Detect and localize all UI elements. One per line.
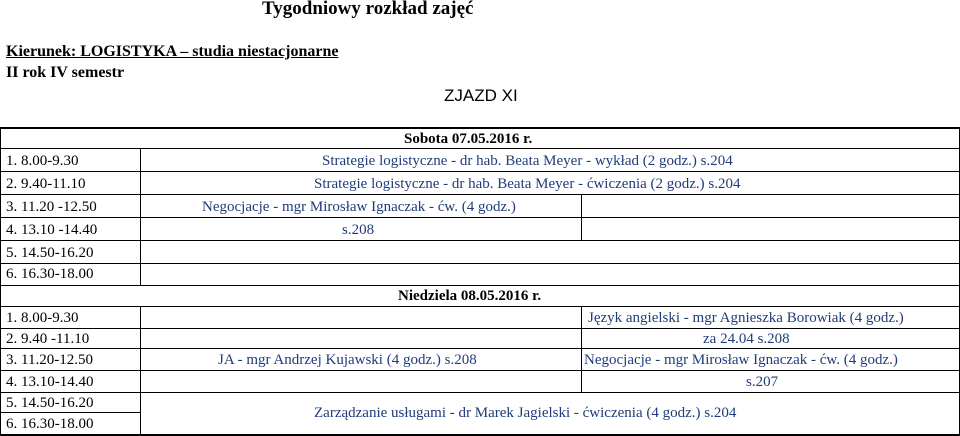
sat-slot-6: 6. 16.30-18.00 xyxy=(6,266,94,282)
sat-slot-3: 3. 11.20 -12.50 xyxy=(6,199,97,215)
zjazd-label: ZJAZD XI xyxy=(444,86,518,105)
sun-class-angielski: Język angielski - mgr Agnieszka Borowiak (4 godz.) xyxy=(588,310,904,326)
sunday-header: Niedziela 08.05.2016 r. xyxy=(398,288,542,304)
program-name: Kierunek: LOGISTYKA – studia niestacjonarne xyxy=(6,43,339,60)
page-title: Tygodniowy rozkład zajęć xyxy=(262,0,474,19)
sun-slot-2: 2. 9.40 -11.10 xyxy=(6,331,90,347)
sun-class-angielski-note: za 24.04 s.208 xyxy=(703,331,790,347)
year-semester: II rok IV semestr xyxy=(6,64,125,81)
sat-slot-5: 5. 14.50-16.20 xyxy=(6,245,94,261)
saturday-header: Sobota 07.05.2016 r. xyxy=(404,131,533,147)
sun-slot-4: 4. 13.10-14.40 xyxy=(6,374,94,390)
sat-slot-1: 1. 8.00-9.30 xyxy=(6,153,79,169)
sun-slot-6: 6. 16.30-18.00 xyxy=(6,416,94,432)
sun-class-ja-kujawski: JA - mgr Andrzej Kujawski (4 godz.) s.208 xyxy=(218,352,477,368)
sun-class-negocjacje-room: s.207 xyxy=(746,374,779,390)
sat-slot-2: 2. 9.40-11.10 xyxy=(6,176,86,192)
sat-class-strategie-wyklad: Strategie logistyczne - dr hab. Beata Meyer - wykład (2 godz.) s.204 xyxy=(322,153,733,169)
sat-slot-4: 4. 13.10 -14.40 xyxy=(6,222,98,238)
sat-class-negocjacje-room: s.208 xyxy=(342,222,375,238)
sun-class-negocjacje: Negocjacje - mgr Mirosław Ignaczak - ćw. (4 godz.) xyxy=(584,352,898,368)
sat-class-negocjacje: Negocjacje - mgr Mirosław Ignaczak - ćw. (4 godz.) xyxy=(202,199,516,215)
sun-slot-1: 1. 8.00-9.30 xyxy=(6,310,79,326)
sat-class-strategie-cwiczenia: Strategie logistyczne - dr hab. Beata Meyer - ćwiczenia (2 godz.) s.204 xyxy=(314,176,741,192)
sun-slot-3: 3. 11.20-12.50 xyxy=(6,352,93,368)
sun-class-zarzadzanie: Zarządzanie usługami - dr Marek Jagielski - ćwiczenia (4 godz.) s.204 xyxy=(314,405,737,421)
sun-slot-5: 5. 14.50-16.20 xyxy=(6,395,94,411)
